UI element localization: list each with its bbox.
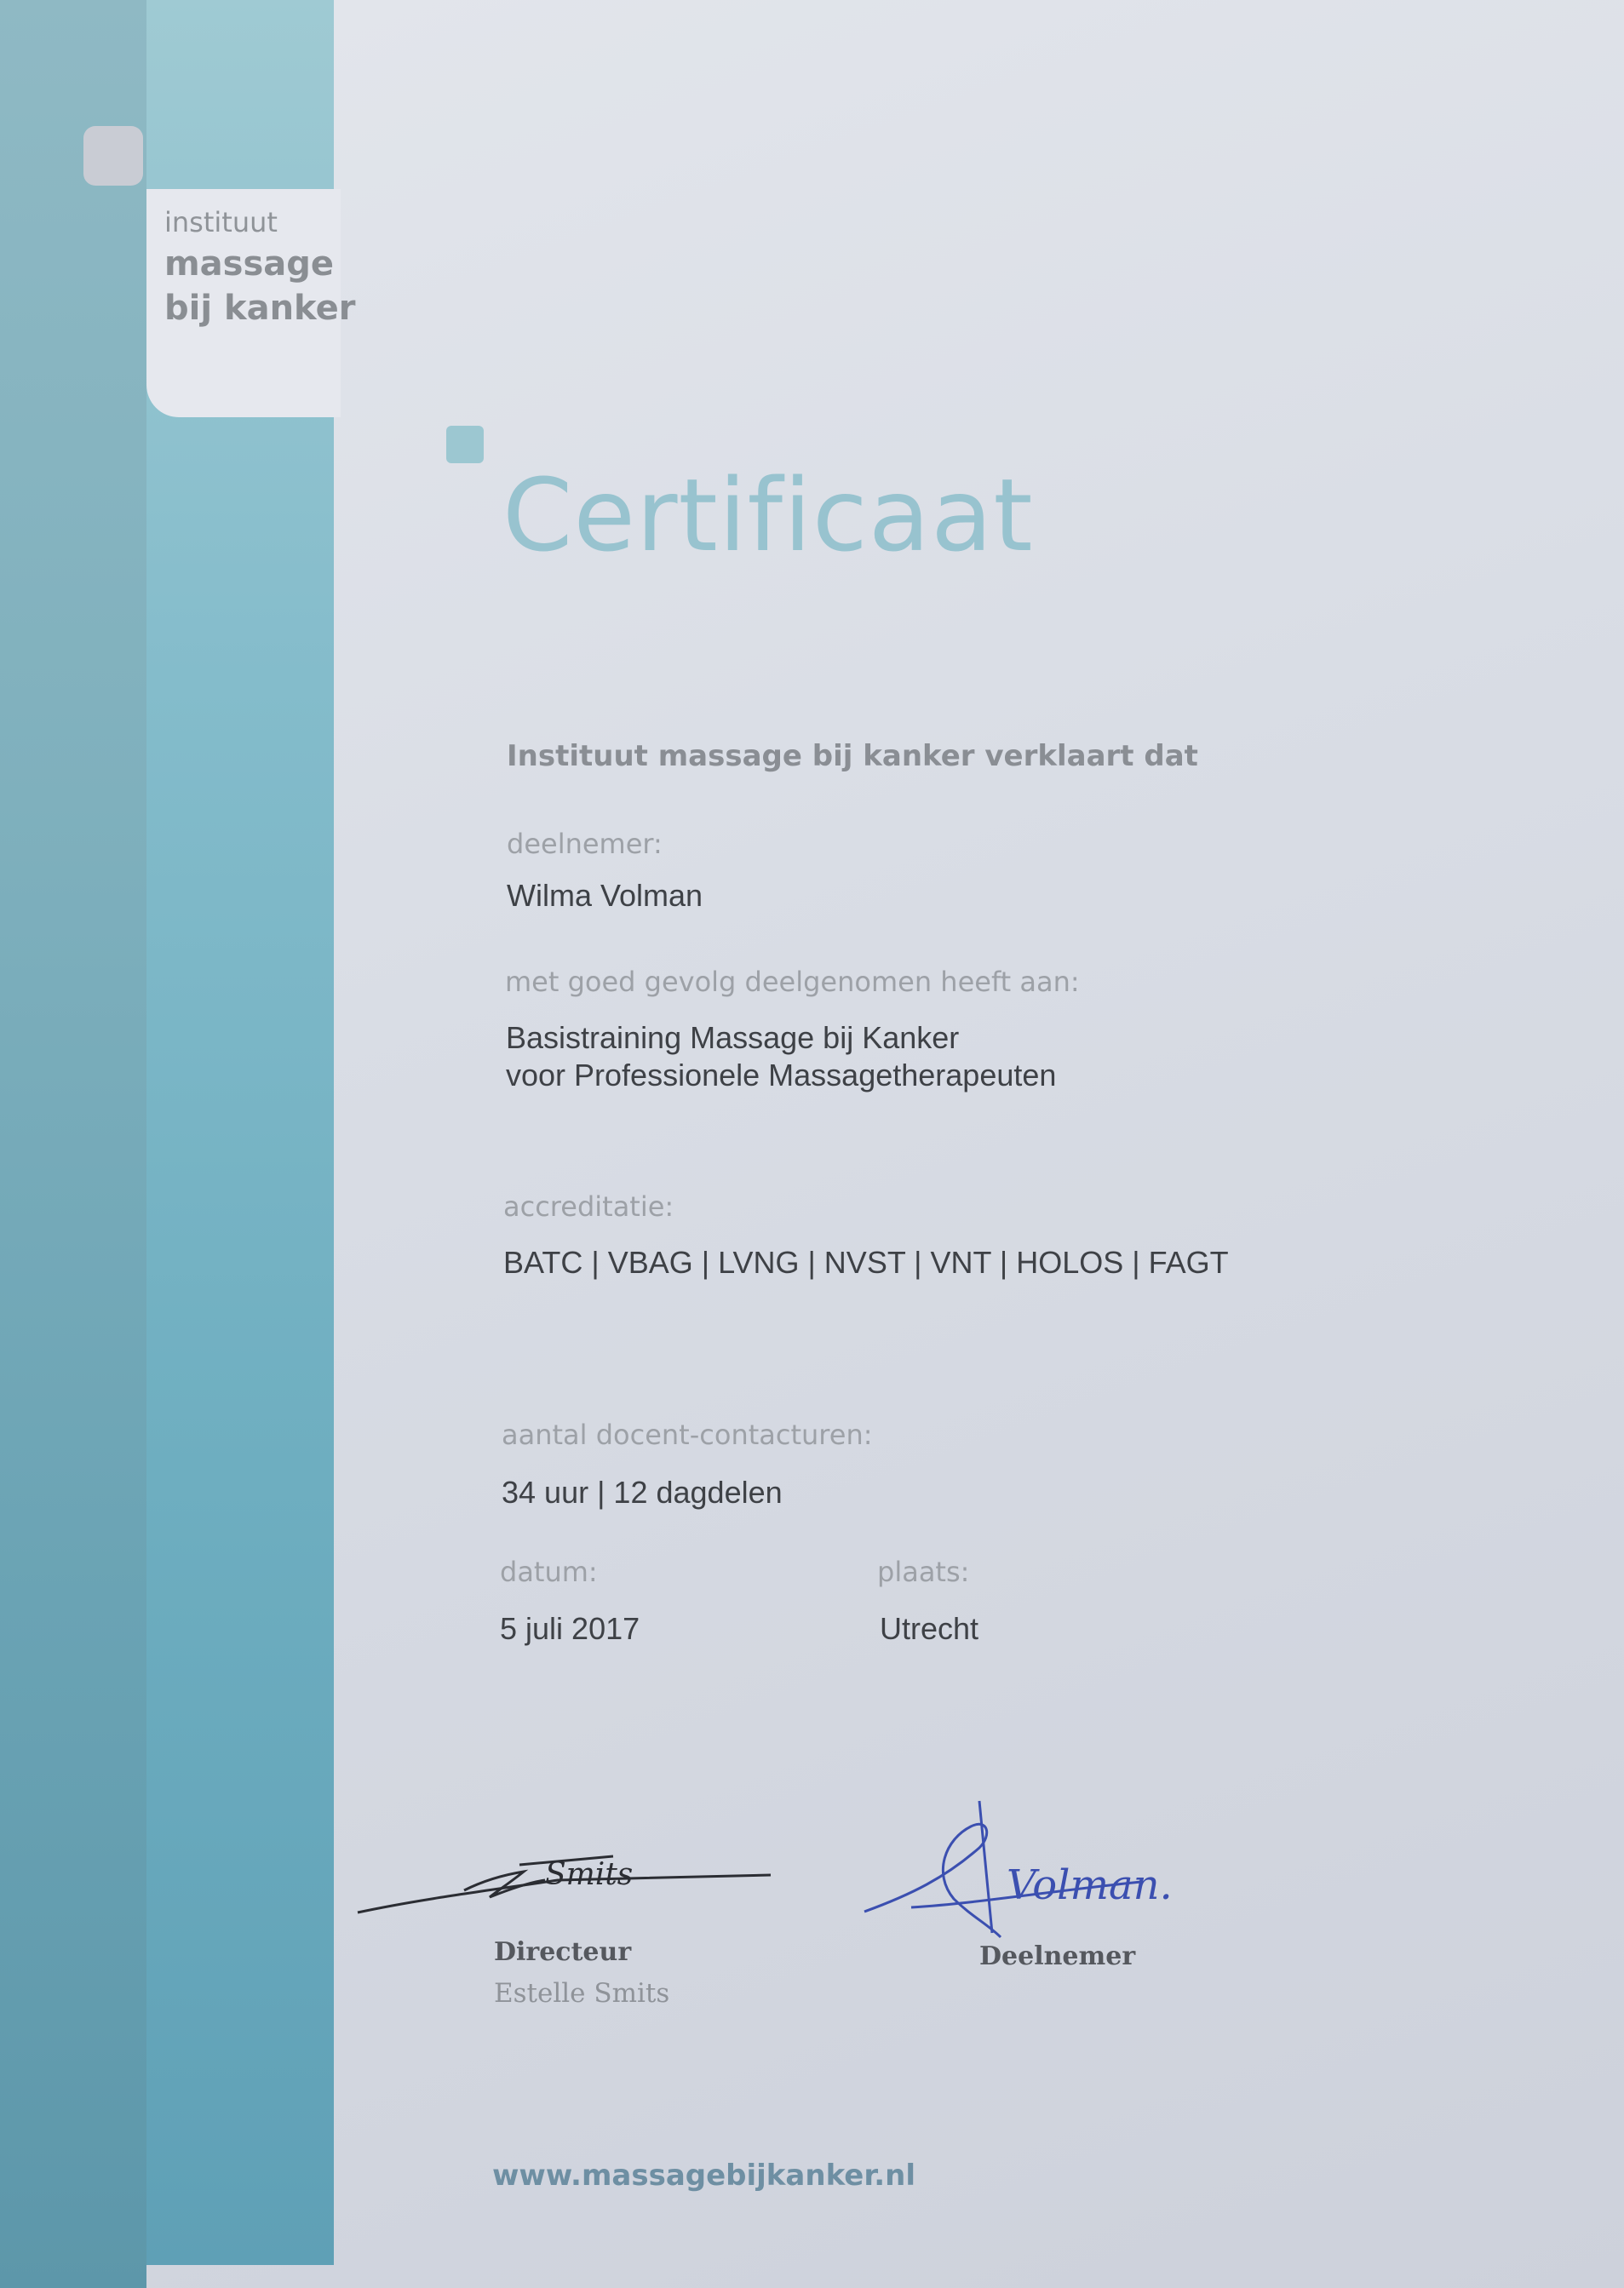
director-signature	[353, 1831, 779, 1924]
title-square-icon	[446, 426, 484, 463]
director-name: Estelle Smits	[494, 1978, 670, 2009]
participant-role: Deelnemer	[979, 1941, 1136, 1971]
place-value: Utrecht	[880, 1611, 979, 1646]
logo-line-3: bij kanker	[164, 289, 356, 328]
course-line-1: Basistraining Massage bij Kanker	[506, 1020, 960, 1055]
date-label: datum:	[500, 1556, 598, 1588]
intro-statement: Instituut massage bij kanker verklaart dat	[507, 739, 1198, 773]
course-label: met goed gevolg deelgenomen heeft aan:	[505, 966, 1080, 998]
certificate-title: Certificaat	[502, 456, 1034, 574]
participant-signature	[860, 1797, 1184, 1946]
logo-line-1: instituut	[164, 206, 278, 238]
director-role: Directeur	[494, 1937, 632, 1967]
logo	[164, 203, 355, 330]
accreditation-value: BATC | VBAG | LVNG | NVST | VNT | HOLOS | FAGT	[503, 1245, 1229, 1280]
participant-label: deelnemer:	[507, 828, 663, 860]
participant-name: Wilma Volman	[507, 878, 703, 913]
logo-line-2: massage	[164, 244, 335, 284]
director-signature-text: Smits	[545, 1857, 634, 1892]
website-url: www.massagebijkanker.nl	[492, 2159, 916, 2193]
date-value: 5 juli 2017	[500, 1611, 640, 1646]
left-band-outer	[0, 0, 146, 2288]
participant-signature-text: Volman.	[1007, 1861, 1173, 1909]
accreditation-label: accreditatie:	[503, 1190, 674, 1223]
hours-value: 34 uur | 12 dagdelen	[502, 1475, 783, 1510]
hours-label: aantal docent-contacturen:	[502, 1419, 873, 1451]
course-line-2: voor Professionele Massagetherapeuten	[506, 1058, 1057, 1092]
logo-square-icon	[83, 126, 143, 186]
place-label: plaats:	[877, 1556, 970, 1588]
